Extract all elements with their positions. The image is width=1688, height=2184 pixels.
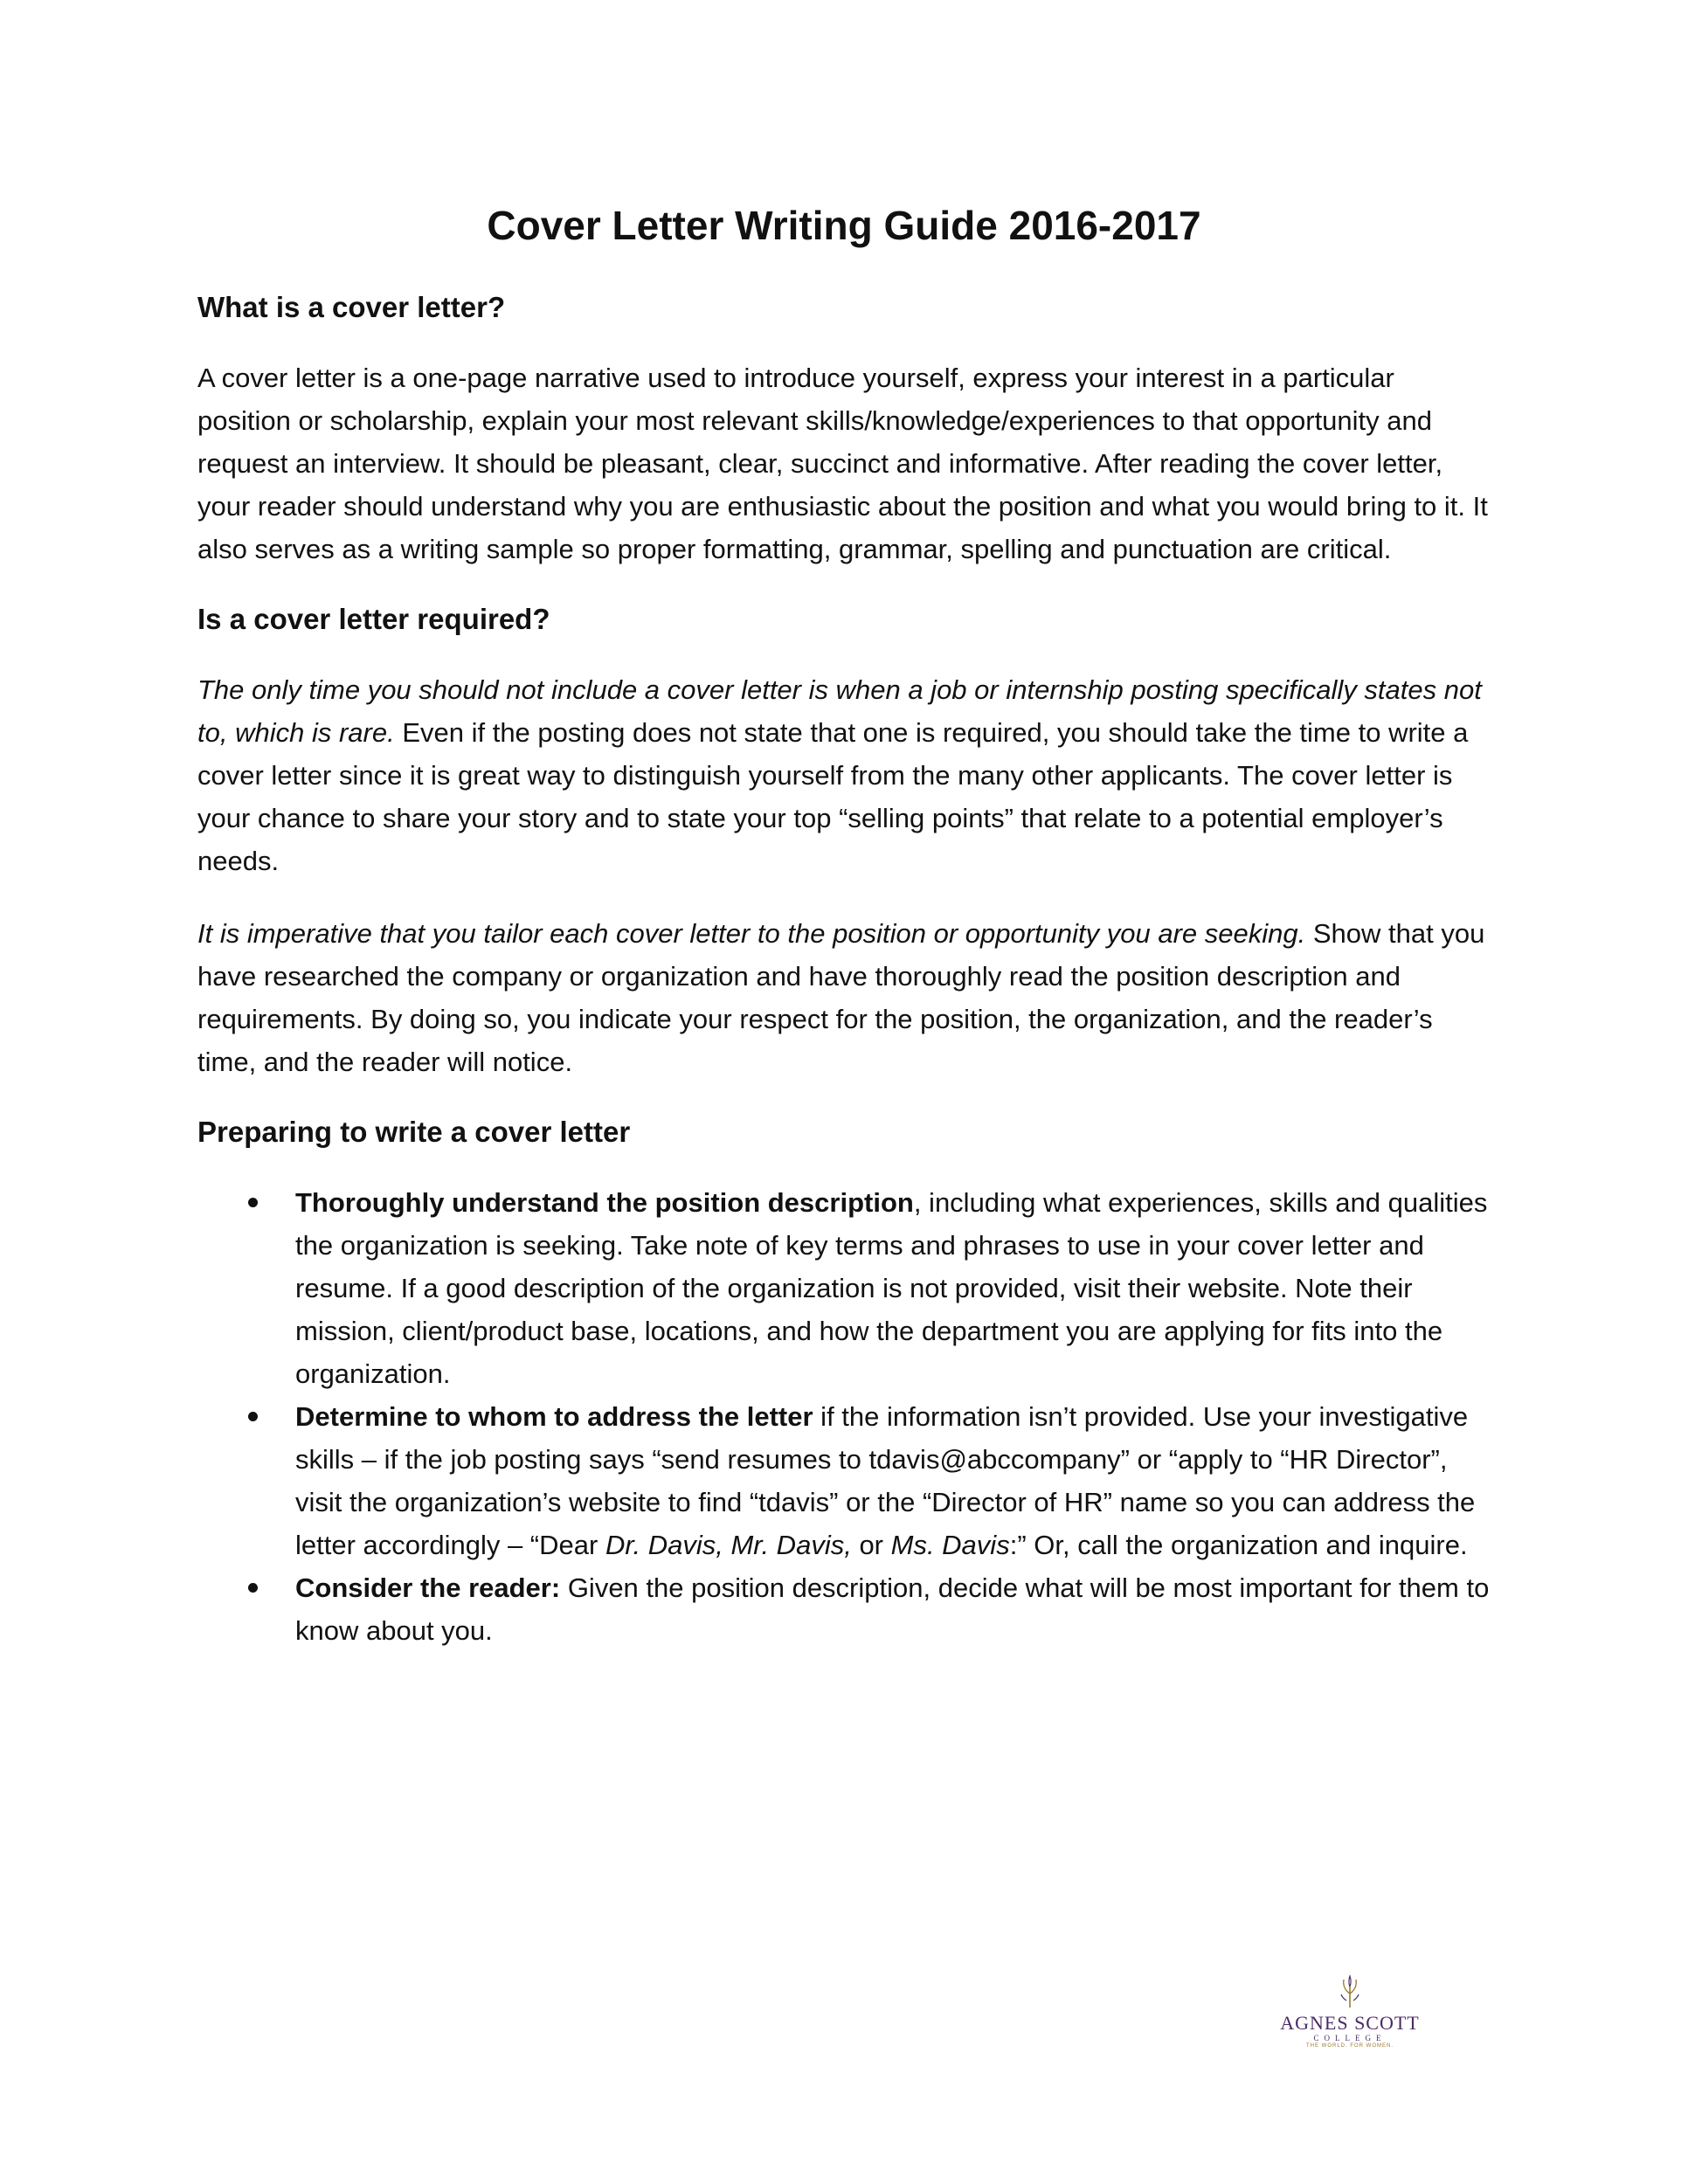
document-body — [197, 288, 1491, 1652]
italic-emphasis: The only time you should not include a cover letter is when a job or internship posting specifically states not to, which is rare. — [197, 674, 1482, 748]
list-item — [197, 1181, 1491, 1395]
preparing-bullet-list — [197, 1181, 1491, 1652]
bullet-text: or — [851, 1530, 891, 1560]
bullet-bold-lead: Consider the reader: — [295, 1572, 561, 1603]
logo-emblem-icon — [1332, 1974, 1367, 2009]
heading-preparing-to-write: Preparing to write a cover letter — [197, 1116, 631, 1148]
college-logo — [1267, 1974, 1433, 2053]
bullet-text: Given the position description, decide what will be most important for them to know about you. — [295, 1572, 1490, 1646]
bullet-text: :” Or, call the organization and inquire. — [1009, 1530, 1468, 1560]
logo-tagline: THE WORLD. FOR WOMEN. — [1306, 2043, 1394, 2049]
heading-is-cover-letter-required: Is a cover letter required? — [197, 603, 550, 635]
italic-emphasis: Dr. Davis, Mr. Davis, — [605, 1530, 852, 1560]
bullet-icon — [248, 1583, 258, 1593]
paragraph-required-2 — [197, 912, 1491, 1083]
bullet-icon — [248, 1412, 258, 1421]
logo-subtitle: COLLEGE — [1313, 2034, 1387, 2042]
bullet-bold-lead: Thoroughly understand the position description — [295, 1187, 914, 1218]
document-title: Cover Letter Writing Guide 2016-2017 — [487, 203, 1201, 248]
bullet-text: if the information isn’t provided. Use your investigative skills – if the job posting says “send resumes to tdavis@abccompany” or “apply to “HR Director”, visit the organization’s website to find “tdavis” or the “Director of HR” name so you can address the letter accordingly – “Dear — [295, 1401, 1476, 1560]
heading-what-is-cover-letter: What is a cover letter? — [197, 291, 506, 323]
paragraph-what-is-cover-letter: A cover letter is a one-page narrative used to introduce yourself, express your interest in a particular position or scholarship, explain your most relevant skills/knowledge/experiences to that opportunity and request an interview. It should be pleasant, clear, succinct and informative. After reading the cover letter, your reader should understand why you are enthusiastic about the position and what you would bring to it. It also serves as a writing sample so proper formatting, grammar, spelling and punctuation are critical. — [197, 363, 1488, 564]
paragraph-text: Show that you have researched the company or organization and have thoroughly read the position description and requirements. By doing so, you indicate your respect for the position, the organization, and the reader’s time, and the reader will notice. — [197, 918, 1485, 1077]
list-item — [197, 1566, 1491, 1652]
italic-emphasis: It is imperative that you tailor each cover letter to the position or opportunity you are seeking. — [197, 918, 1306, 949]
paragraph-required-1 — [197, 668, 1491, 882]
bullet-bold-lead: Determine to whom to address the letter — [295, 1401, 813, 1432]
bullet-text: , including what experiences, skills and qualities the organization is seeking. Take note of key terms and phrases to use in your cover letter and resume. If a good description of the organization is not provided, visit their website. Note their mission, client/product base, locations, and how the department you are applying for fits into the organization. — [295, 1187, 1488, 1389]
italic-emphasis: Ms. Davis — [890, 1530, 1010, 1560]
paragraph-text: Even if the posting does not state that one is required, you should take the time to write a cover letter since it is great way to distinguish yourself from the many other applicants. The cover letter is your chance to share your story and to state your top “selling points” that relate to a potential employer’s needs. — [197, 717, 1469, 876]
logo-name: AGNES SCOTT — [1280, 2012, 1420, 2034]
bullet-icon — [248, 1198, 258, 1207]
list-item — [197, 1395, 1491, 1566]
